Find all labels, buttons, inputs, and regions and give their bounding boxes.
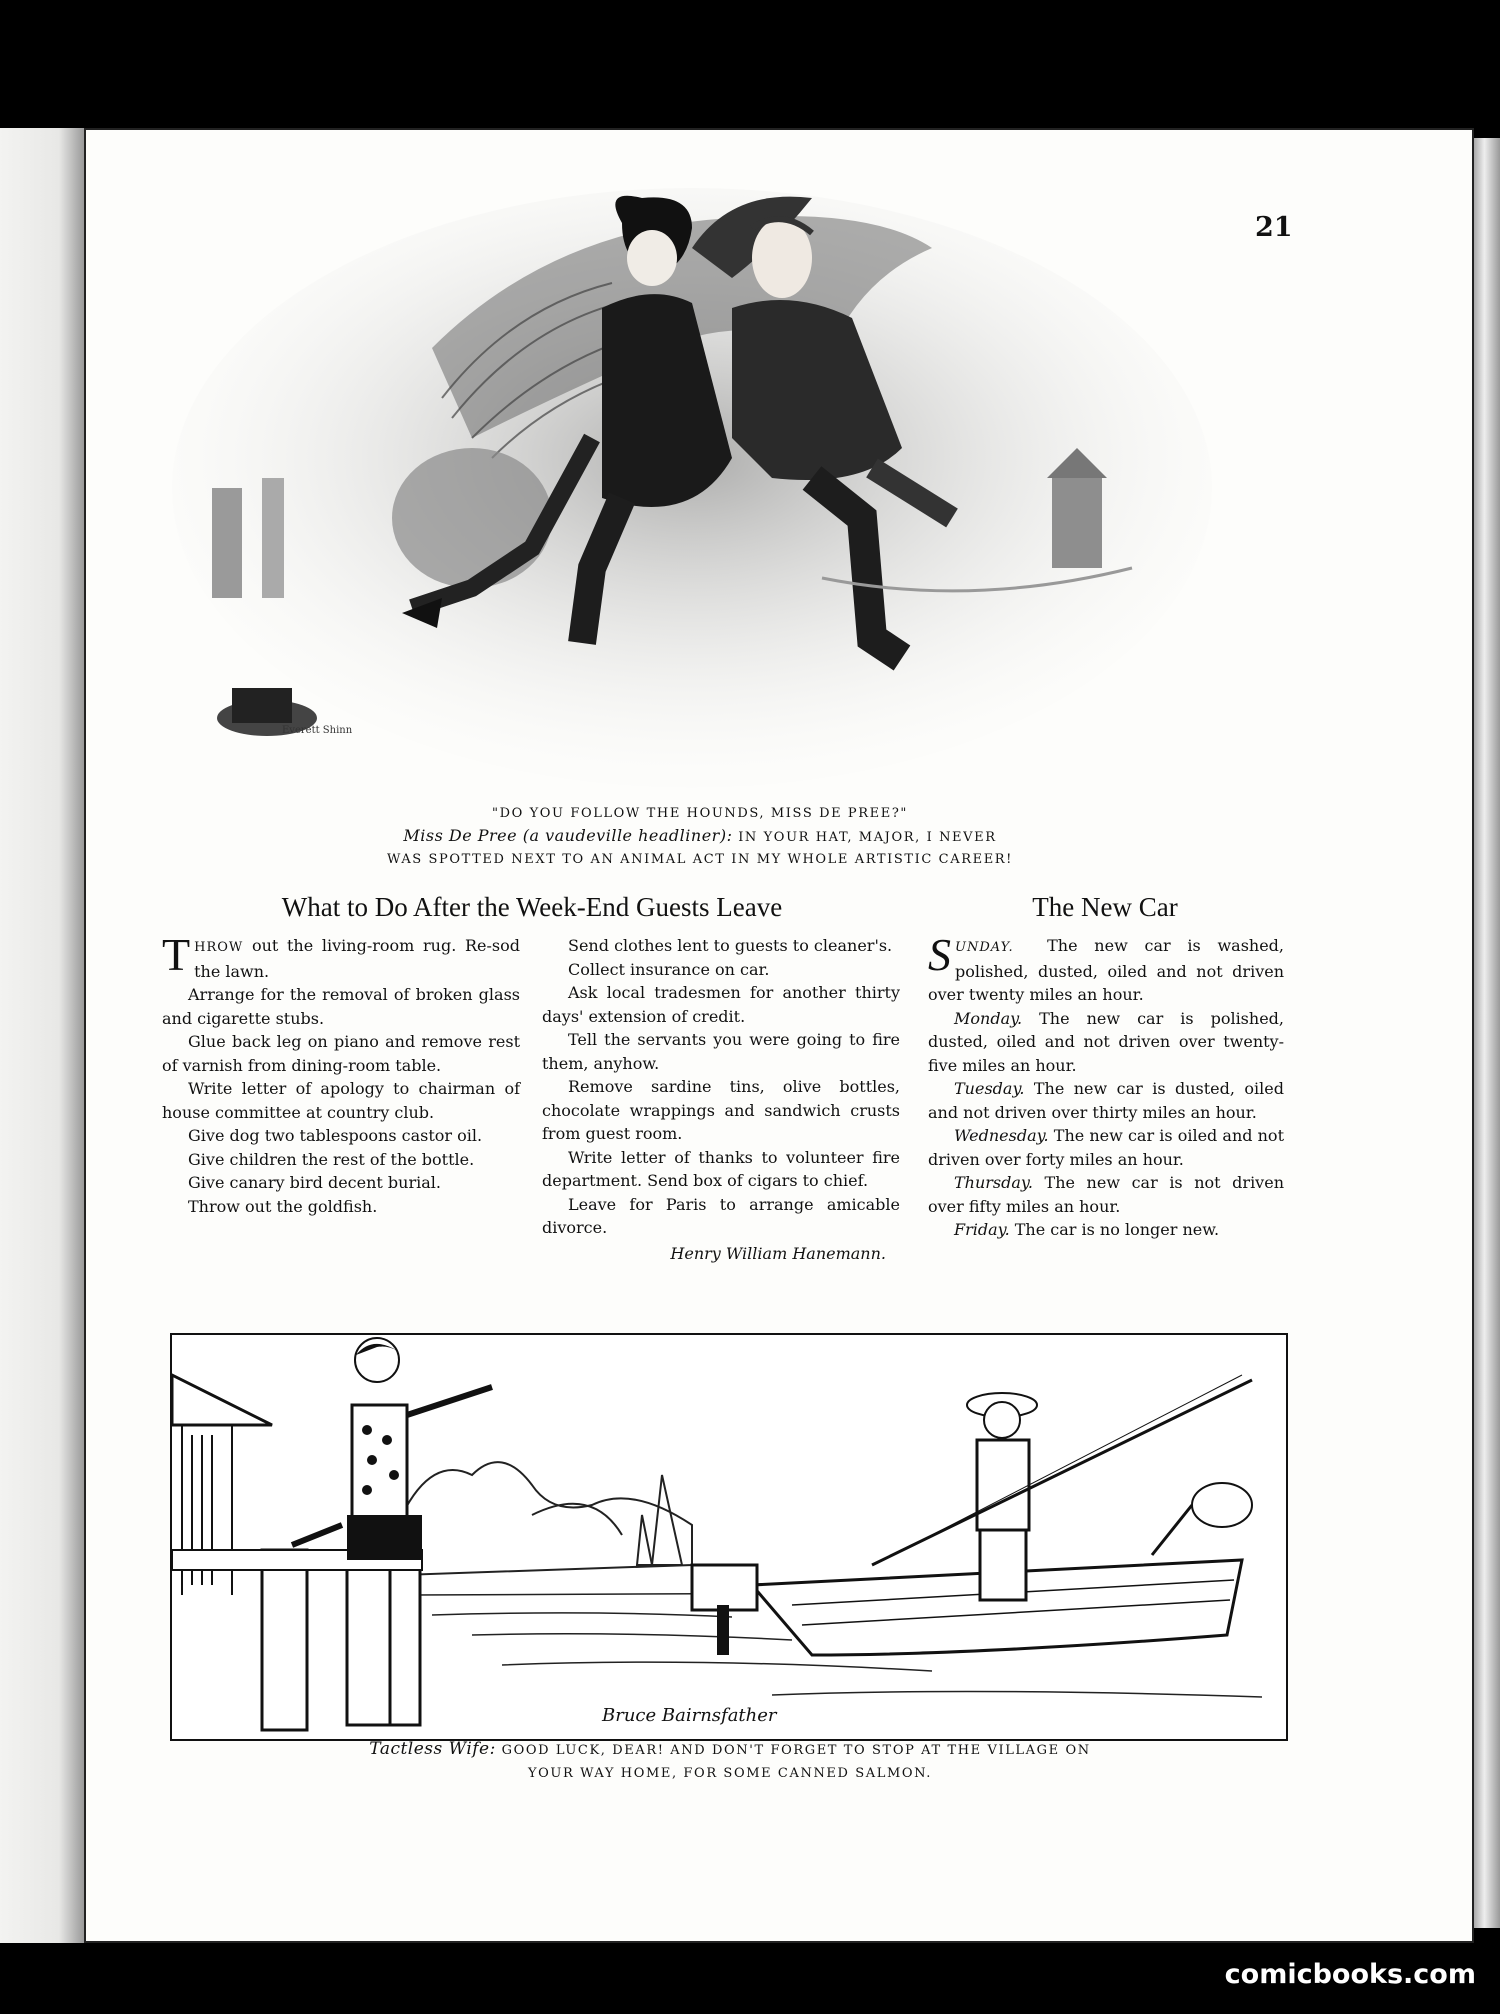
cartoon1-caption-line3: WAS SPOTTED NEXT TO AN ANIMAL ACT IN MY WHOLE ARTISTIC CAREER! xyxy=(387,852,1013,867)
article2-para-sunday xyxy=(928,929,1284,1007)
article2-para-text: The new car is washed, polished, dusted, oiled and not driven over twenty miles an hour. xyxy=(928,936,1284,1004)
article2-day: Wednesday. xyxy=(954,1126,1049,1145)
article2-para-tuesday xyxy=(928,1077,1284,1124)
article1-col1-item: Throw out the goldfish. xyxy=(188,1196,378,1216)
watermark: comicbooks.com xyxy=(1224,1959,1476,1990)
article2-first-day: UNDAY. xyxy=(955,940,1014,955)
article1-col1-item: Arrange for the removal of broken glass and cigarette stubs. xyxy=(162,985,520,1028)
article1-col2-item: Tell the servants you were going to fire them, anyhow. xyxy=(542,1030,900,1073)
cartoon2-caption-line1 xyxy=(200,1738,1260,1762)
article2-para-text: The car is no longer new. xyxy=(1014,1220,1220,1239)
article2-para-text: The new car is oiled and not driven over forty miles an hour. xyxy=(928,1126,1284,1169)
article1-author: Henry William Hanemann. xyxy=(670,1243,886,1263)
cartoon2-caption-line1-rest: GOOD LUCK, DEAR! AND DON'T FORGET TO STOP AT THE VILLAGE ON xyxy=(501,1743,1091,1758)
article1-col1-item: Give children the rest of the bottle. xyxy=(188,1149,475,1169)
article2-dropcap: S xyxy=(928,929,951,980)
page-number: 21 xyxy=(1255,212,1293,243)
article2-para-text: The new car is dusted, oiled and not driven over thirty miles an hour. xyxy=(928,1079,1284,1122)
article2-para-text: The new car is not driven over fifty miles an hour. xyxy=(928,1173,1284,1216)
article1-col1-item: Glue back leg on piano and remove rest of varnish from dining-room table. xyxy=(162,1032,520,1075)
article2-column xyxy=(928,929,1284,1242)
article1-col1-item: out the living-room rug. Re-sod the lawn. xyxy=(194,936,520,981)
article1-col2-item: Ask local tradesmen for another thirty days' extension of credit. xyxy=(542,983,900,1026)
article1-col1-item: Give dog two tablespoons castor oil. xyxy=(188,1126,483,1145)
article1-col1-item: Write letter of apology to chairman of house committee at country club. xyxy=(162,1079,520,1122)
article2-para-friday xyxy=(928,1218,1284,1242)
cartoon-fox-hunt-illustration xyxy=(172,188,1272,828)
article2-para-wednesday xyxy=(928,1124,1284,1171)
cartoon1-caption-line2-rest: IN YOUR HAT, MAJOR, I NEVER xyxy=(738,830,997,845)
article1-column1 xyxy=(162,929,520,1218)
cartoon2-speaker: Tactless Wife: xyxy=(369,1739,496,1759)
article1-title: What to Do After the Week-End Guests Leave xyxy=(281,892,783,922)
article2-day: Thursday. xyxy=(954,1173,1033,1192)
cartoon1-speaker: Miss De Pree (a vaudeville headliner): xyxy=(403,826,733,845)
article1-col2-item: Send clothes lent to guests to cleaner's. xyxy=(568,936,893,955)
article1-dropcap: T xyxy=(162,929,191,980)
article2-para-text: The new car is polished, dusted, oiled and not driven over twenty-five miles an hour. xyxy=(928,1008,1284,1075)
cartoon1-caption-line2 xyxy=(200,825,1200,849)
cartoon-fishing-illustration xyxy=(170,1333,1288,1741)
article1-first-word: HROW xyxy=(194,940,244,955)
article1-col2-item: Collect insurance on car. xyxy=(568,959,770,979)
article2-day: Friday. xyxy=(954,1220,1010,1239)
cartoon1-signature: Everett Shinn xyxy=(282,725,353,736)
cartoon2-caption-line2: YOUR WAY HOME, FOR SOME CANNED SALMON. xyxy=(527,1766,933,1781)
article2-para-monday xyxy=(928,1007,1284,1078)
left-page-edge xyxy=(0,128,84,1943)
article1-col2-item: Write letter of thanks to volunteer fire department. Send box of cigars to chief. xyxy=(542,1147,900,1190)
article2-day: Tuesday. xyxy=(954,1079,1025,1098)
article1-col2-item: Remove sardine tins, olive bottles, chocolate wrappings and sandwich crusts from guest room. xyxy=(542,1077,900,1143)
article2-day: Monday. xyxy=(954,1008,1023,1028)
cartoon2-caption xyxy=(200,1738,1260,1785)
article2-title: The New Car xyxy=(1032,892,1178,922)
article1-col1-item: Give canary bird decent burial. xyxy=(188,1173,441,1192)
article1-col1-para xyxy=(162,929,520,983)
cartoon1-caption-line1: "DO YOU FOLLOW THE HOUNDS, MISS DE PREE?" xyxy=(492,806,908,821)
cartoon2-signature: Bruce Bairnsfather xyxy=(602,1705,777,1726)
cartoon1-caption xyxy=(200,803,1200,871)
article1-column2 xyxy=(542,934,900,1265)
article1-col2-item: Leave for Paris to arrange amicable divorce. xyxy=(542,1194,900,1237)
article2-para-thursday xyxy=(928,1171,1284,1218)
right-page-edge xyxy=(1474,138,1500,1928)
